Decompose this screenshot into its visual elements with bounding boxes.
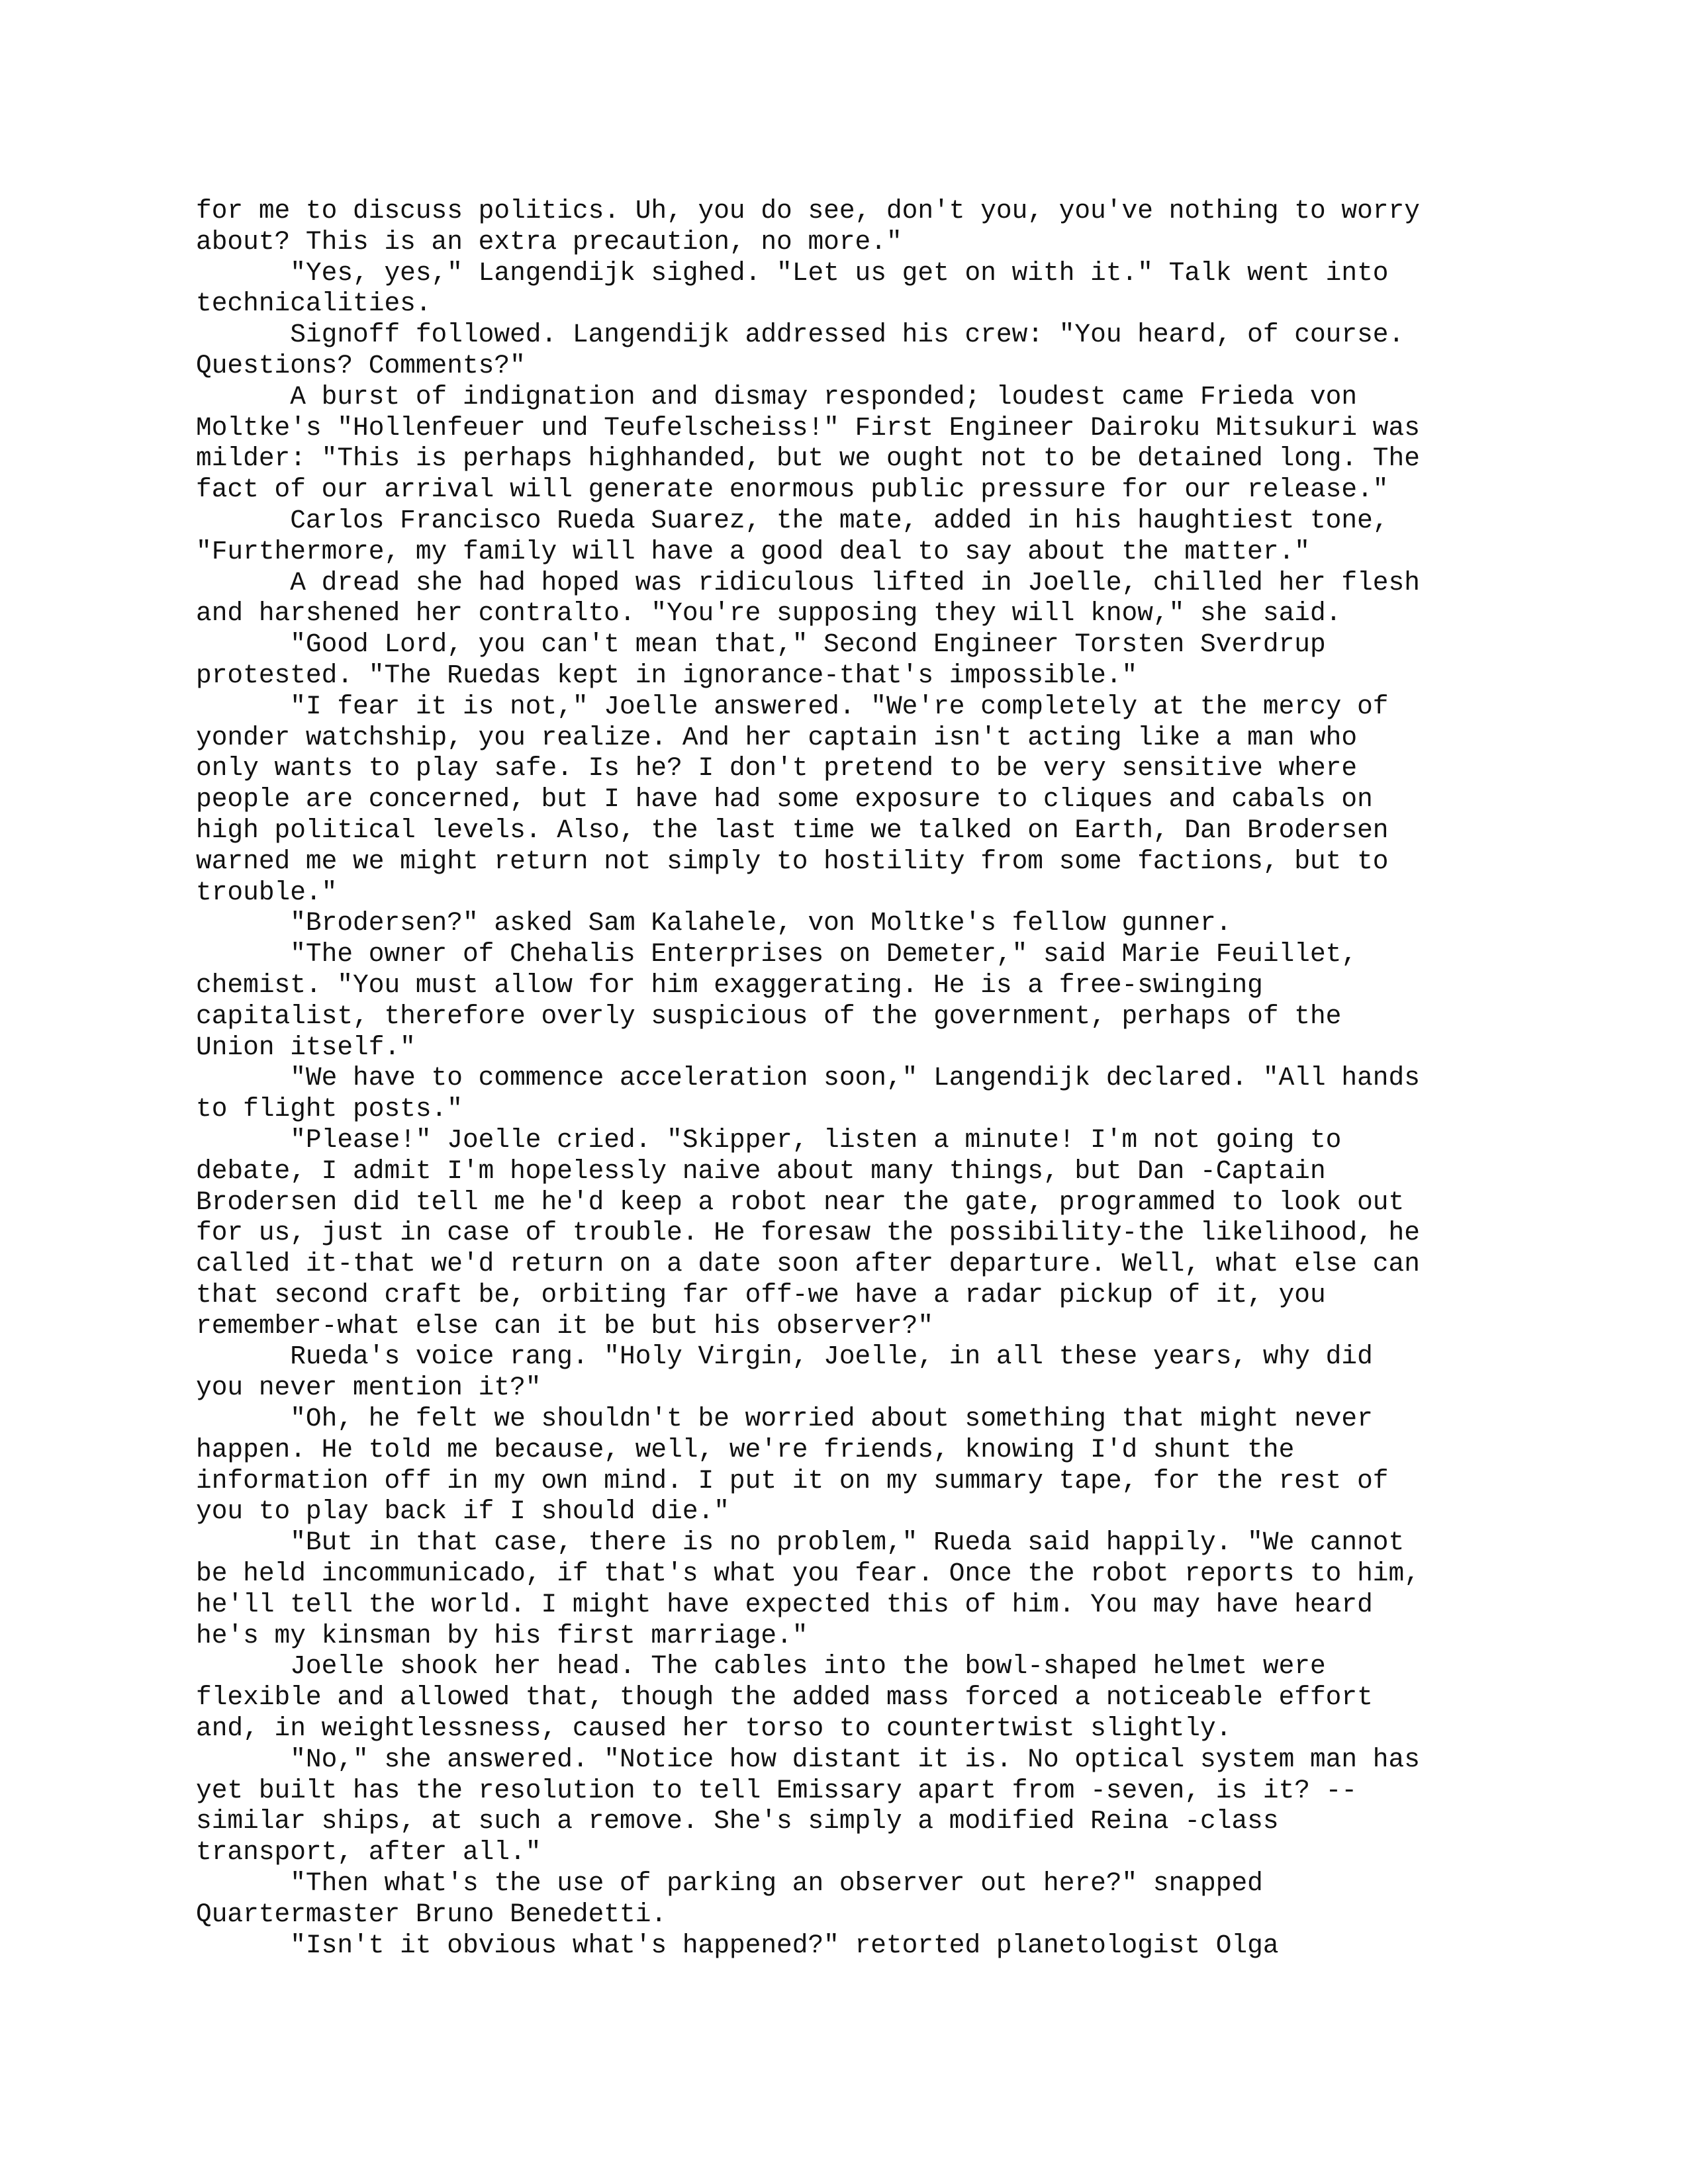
- text-line: for us, just in case of trouble. He foresaw the possibility-the likelihood, he: [196, 1218, 1420, 1248]
- text-line: you to play back if I should die.": [196, 1496, 729, 1527]
- text-line: transport, after all.": [196, 1837, 541, 1868]
- text-line: that second craft be, orbiting far off-we have a radar pickup of it, you: [196, 1279, 1326, 1310]
- text-line: Signoff followed. Langendijk addressed his crew: "You heard, of course.: [196, 320, 1405, 350]
- text-line: only wants to play safe. Is he? I don't pretend to be very sensitive where: [196, 753, 1358, 784]
- text-line: fact of our arrival will generate enormous public pressure for our release.": [196, 475, 1389, 505]
- text-line: Quartermaster Bruno Benedetti.: [196, 1899, 667, 1929]
- text-line: "Oh, he felt we shouldn't be worried about something that might never: [196, 1404, 1373, 1434]
- text-line: happen. He told me because, well, we're friends, knowing I'd shunt the: [196, 1434, 1295, 1465]
- text-line: Carlos Francisco Rueda Suarez, the mate, added in his haughtiest tone,: [196, 505, 1389, 535]
- text-line: he's my kinsman by his first marriage.": [196, 1620, 808, 1651]
- text-line: information off in my own mind. I put it on my summary tape, for the rest of: [196, 1465, 1389, 1496]
- text-line: to flight posts.": [196, 1094, 463, 1124]
- text-line: warned me we might return not simply to hostility from some factions, but to: [196, 846, 1389, 876]
- text-line: "Brodersen?" asked Sam Kalahele, von Moltke's fellow gunner.: [196, 908, 1232, 938]
- text-line: "Furthermore, my family will have a good deal to say about the matter.": [196, 536, 1310, 567]
- text-line: "Yes, yes," Langendijk sighed. "Let us get on with it." Talk went into: [196, 257, 1389, 288]
- text-line: flexible and allowed that, though the added mass forced a noticeable effort: [196, 1682, 1373, 1713]
- text-line: Joelle shook her head. The cables into the bowl-shaped helmet were: [196, 1651, 1326, 1682]
- text-line: Union itself.": [196, 1032, 416, 1062]
- text-line: be held incommunicado, if that's what you fear. Once the robot reports to him,: [196, 1559, 1420, 1589]
- text-line: A burst of indignation and dismay responded; loudest came Frieda von: [196, 381, 1358, 412]
- text-line: protested. "The Ruedas kept in ignorance-that's impossible.": [196, 660, 1138, 690]
- text-line: and, in weightlessness, caused her torso to countertwist slightly.: [196, 1713, 1232, 1744]
- text-line: yonder watchship, you realize. And her captain isn't acting like a man who: [196, 722, 1358, 752]
- text-line: capitalist, therefore overly suspicious of the government, perhaps of the: [196, 1001, 1342, 1031]
- text-line: "Please!" Joelle cried. "Skipper, listen a minute! I'm not going to: [196, 1124, 1342, 1155]
- text-line: "I fear it is not," Joelle answered. "We're completely at the mercy of: [196, 691, 1389, 721]
- text-line: high political levels. Also, the last time we talked on Earth, Dan Brodersen: [196, 815, 1389, 845]
- text-line: people are concerned, but I have had some exposure to cliques and cabals on: [196, 784, 1373, 815]
- text-line: milder: "This is perhaps highhanded, but we ought not to be detained long. The: [196, 443, 1420, 474]
- text-line: and harshened her contralto. "You're supposing they will know," she said.: [196, 598, 1342, 629]
- text-line: "Then what's the use of parking an observer out here?" snapped: [196, 1868, 1263, 1899]
- text-line: trouble.": [196, 877, 338, 907]
- text-line: he'll tell the world. I might have expected this of him. You may have heard: [196, 1589, 1373, 1619]
- text-line: Questions? Comments?": [196, 350, 526, 381]
- text-line: called it-that we'd return on a date soon after departure. Well, what else can: [196, 1249, 1420, 1279]
- text-line: technicalities.: [196, 289, 432, 319]
- text-line: A dread she had hoped was ridiculous lifted in Joelle, chilled her flesh: [196, 567, 1420, 598]
- text-line: "The owner of Chehalis Enterprises on Demeter," said Marie Feuillet,: [196, 939, 1358, 970]
- text-line: you never mention it?": [196, 1373, 541, 1403]
- body-text: [196, 196, 1520, 1961]
- text-line: for me to discuss politics. Uh, you do see, don't you, you've nothing to worry: [196, 196, 1420, 226]
- text-line: "But in that case, there is no problem," Rueda said happily. "We cannot: [196, 1527, 1405, 1558]
- text-line: "Good Lord, you can't mean that," Second Engineer Torsten Sverdrup: [196, 629, 1326, 660]
- text-line: about? This is an extra precaution, no more.": [196, 226, 902, 257]
- text-line: Moltke's "Hollenfeuer und Teufelscheiss!" First Engineer Dairoku Mitsukuri was: [196, 412, 1420, 443]
- text-line: debate, I admit I'm hopelessly naive about many things, but Dan -Captain: [196, 1156, 1326, 1186]
- text-line: remember-what else can it be but his observer?": [196, 1310, 934, 1341]
- text-line: chemist. "You must allow for him exaggerating. He is a free-swinging: [196, 970, 1263, 1000]
- text-line: "No," she answered. "Notice how distant it is. No optical system man has: [196, 1744, 1420, 1774]
- text-line: similar ships, at such a remove. She's simply a modified Reina -class: [196, 1806, 1279, 1837]
- text-line: "We have to commence acceleration soon," Langendijk declared. "All hands: [196, 1063, 1420, 1093]
- text-line: Rueda's voice rang. "Holy Virgin, Joelle, in all these years, why did: [196, 1342, 1373, 1372]
- text-line: Brodersen did tell me he'd keep a robot near the gate, programmed to look out: [196, 1187, 1405, 1217]
- text-line: "Isn't it obvious what's happened?" retorted planetologist Olga: [196, 1930, 1279, 1960]
- text-line: yet built has the resolution to tell Emissary apart from -seven, is it? --: [196, 1775, 1358, 1805]
